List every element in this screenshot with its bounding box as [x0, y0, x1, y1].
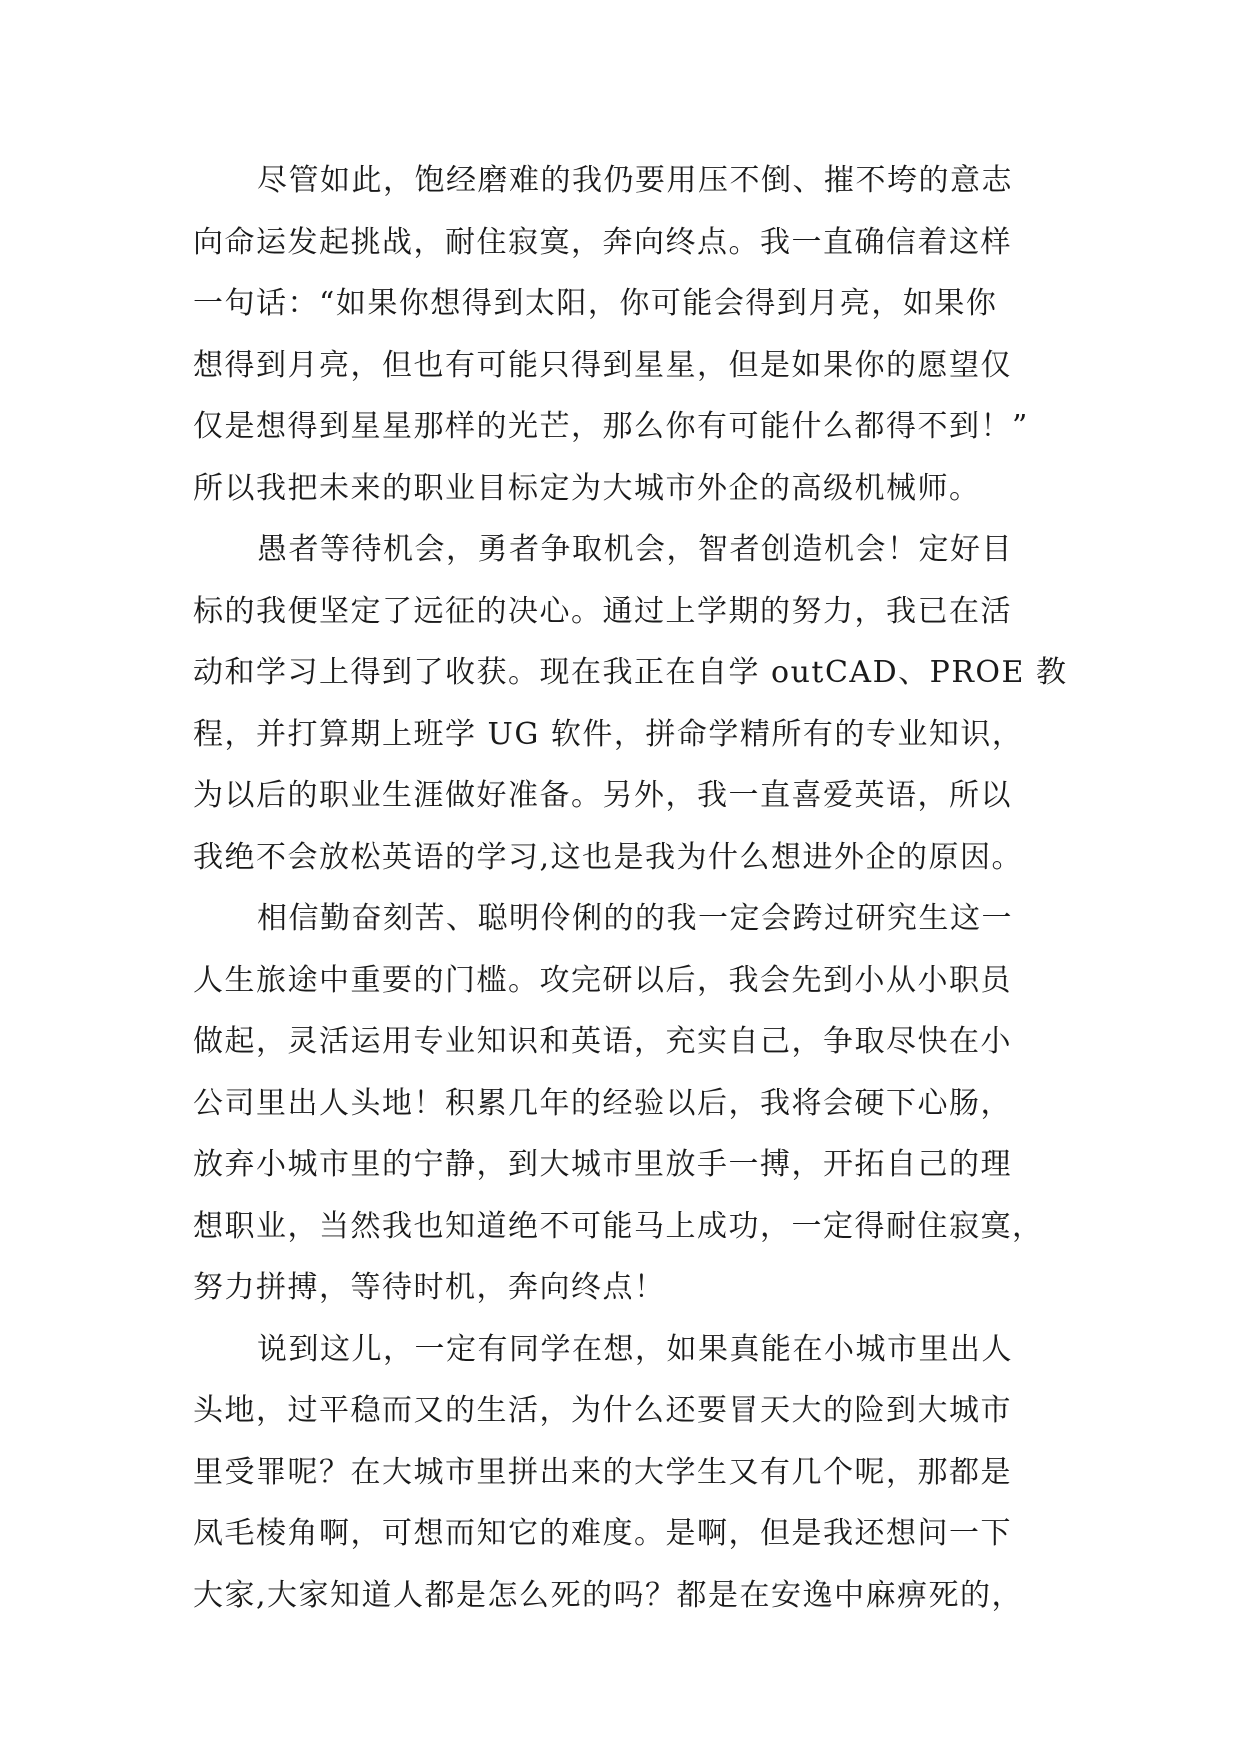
- paragraph-1-line-2: 向命运发起挑战，耐住寂寞，奔向终点。我一直确信着这样: [193, 224, 1012, 260]
- paragraph-3-line-5: 放弃小城市里的宁静，到大城市里放手一搏，开拓自己的理: [193, 1147, 1012, 1182]
- paragraph-4-line-1: 说到这儿，一定有同学在想，如果真能在小城市里出人: [257, 1331, 1013, 1367]
- paragraph-3-line-7: 努力拼搏，等待时机，奔向终点！: [193, 1270, 666, 1305]
- paragraph-1-line-5: 仅是想得到星星那样的光芒，那么你有可能什么都得不到！”: [193, 409, 1029, 444]
- paragraph-2-line-3: 动和学习上得到了收获。现在我正在自学 outCAD、PROE 教: [193, 655, 1068, 690]
- paragraph-3-line-3: 做起，灵活运用专业知识和英语，充实自己，争取尽快在小: [193, 1024, 1012, 1059]
- paragraph-2-line-4: 程，并打算期上班学 UG 软件，拼命学精所有的专业知识，: [193, 716, 1024, 752]
- paragraph-2-line-2: 标的我便坚定了远征的决心。通过上学期的努力，我已在活: [193, 593, 1012, 629]
- paragraph-3-line-2: 人生旅途中重要的门槛。攻完研以后，我会先到小从小职员: [193, 962, 1012, 998]
- paragraph-1-line-6: 所以我把未来的职业目标定为大城市外企的高级机械师。: [193, 470, 981, 506]
- body-text: [193, 150, 1068, 1626]
- paragraph-3-line-4: 公司里出人头地！积累几年的经验以后，我将会硬下心肠，: [193, 1085, 1012, 1121]
- paragraph-1-line-4: 想得到月亮，但也有可能只得到星星，但是如果你的愿望仅: [193, 347, 1012, 383]
- paragraph-3-line-1: 相信勤奋刻苦、聪明伶俐的的我一定会跨过研究生这一: [257, 901, 1013, 936]
- paragraph-2-line-5: 为以后的职业生涯做好准备。另外，我一直喜爱英语，所以: [193, 778, 1012, 813]
- paragraph-4-line-5: 大家,大家知道人都是怎么死的吗？都是在安逸中麻痹死的，: [193, 1577, 1024, 1613]
- paragraph-4-line-3: 里受罪呢？在大城市里拼出来的大学生又有几个呢，那都是: [193, 1454, 1012, 1490]
- paragraph-1-line-1: 尽管如此，饱经磨难的我仍要用压不倒、摧不垮的意志: [257, 163, 1013, 198]
- paragraph-2-line-6: 我绝不会放松英语的学习,这也是我为什么想进外企的原因。: [193, 839, 1024, 875]
- paragraph-2-line-1: 愚者等待机会，勇者争取机会，智者创造机会！定好目: [257, 532, 1013, 567]
- paragraph-4-line-2: 头地，过平稳而又的生活，为什么还要冒天大的险到大城市: [193, 1393, 1012, 1428]
- paragraph-3-line-6: 想职业，当然我也知道绝不可能马上成功，一定得耐住寂寞，: [193, 1208, 1044, 1244]
- paragraph-1-line-3: 一句话：“如果你想得到太阳，你可能会得到月亮，如果你: [193, 286, 998, 321]
- paragraph-4-line-4: 凤毛棱角啊，可想而知它的难度。是啊，但是我还想问一下: [193, 1516, 1012, 1551]
